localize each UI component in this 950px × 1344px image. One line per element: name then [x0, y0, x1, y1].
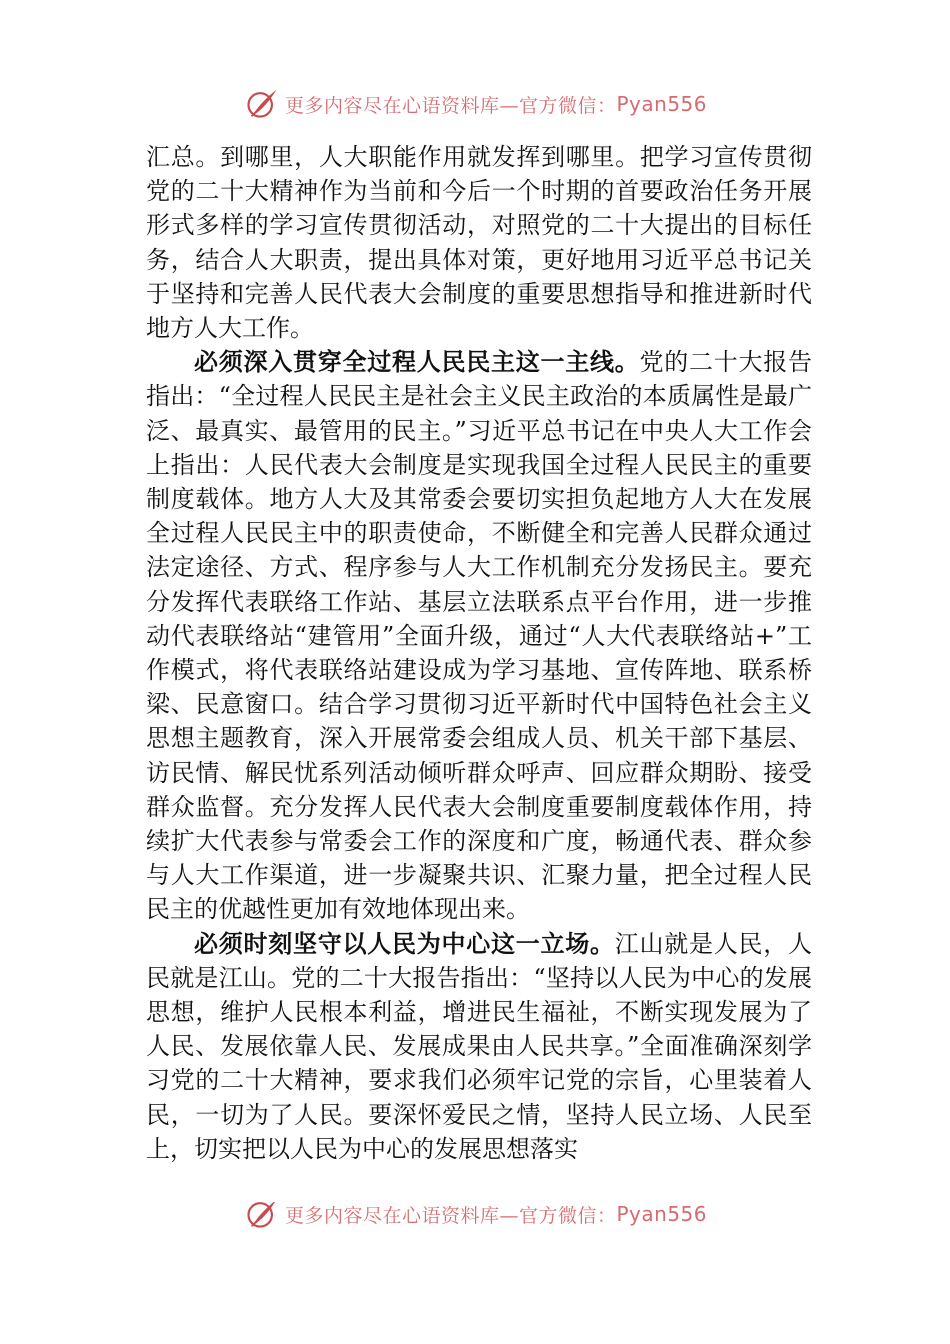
paragraph-heading: 必须时刻坚守以人民为中心这一立场。: [194, 928, 615, 958]
watermark-footer: [0, 1202, 950, 1232]
quill-logo-icon: [243, 86, 281, 122]
paragraph-text: 江山就是人民，人民就是江山。党的二十大报告指出：“坚持以人民为中心的发展思想，维护人民根本利益，增进民生福祉，不断实现发展为了人民、发展依靠人民、发展成果由人民共享。”全面准确深刻学习党的二十大精神，要求我们必须牢记党的宗旨，心里装着人民，一切为了人民。要深怀爱民之情，坚持人民立场、人民至上，切实把以人民为中心的发展思想落实: [146, 929, 812, 1163]
paragraph-1: [146, 140, 812, 345]
paragraph-text: 汇总。到哪里，人大职能作用就发挥到哪里。把学习宣传贯彻党的二十大精神作为当前和今后一个时期的首要政治任务开展形式多样的学习宣传贯彻活动，对照党的二十大提出的目标任务，结合人大职责，提出具体对策，更好地用习近平总书记关于坚持和完善人民代表大会制度的重要思想指导和推进新时代地方人大工作。: [146, 143, 812, 343]
body-text: [146, 140, 812, 1166]
watermark-text: 更多内容尽在心语资料库—官方微信：: [284, 94, 617, 117]
quill-logo-icon: [243, 1202, 281, 1232]
watermark-header: [0, 84, 950, 124]
watermark-id: Pyan556: [616, 1202, 708, 1226]
paragraph-text: 党的二十大报告指出：“全过程人民民主是社会主义民主政治的本质属性是最广泛、最真实、最管用的民主。”习近平总书记在中央人大工作会上指出：人民代表大会制度是实现我国全过程人民民主的重要制度载体。地方人大及其常委会要切实担负起地方人大在发展全过程人民民主中的职责使命，不断健全和完善人民群众通过法定途径、方式、程序参与人大工作机制充分发扬民主。要充分发挥代表联络工作站、基层立法联系点平台作用，进一步推动代表联络站“建管用”全面升级，通过“人大代表联络站+”工作模式，将代表联络站建设成为学习基地、宣传阵地、联系桥梁、民意窗口。结合学习贯彻习近平新时代中国特色社会主义思想主题教育，深入开展常委会组成人员、机关干部下基层、访民情、解民忧系列活动倾听群众呼声、回应群众期盼、接受群众监督。充分发挥人民代表大会制度重要制度载体作用，持续扩大代表参与常委会工作的深度和广度，畅通代表、群众参与人大工作渠道，进一步凝聚共识、汇聚力量，把全过程人民民主的优越性更加有效地体现出来。: [146, 348, 812, 924]
watermark-id: Pyan556: [616, 92, 708, 116]
paragraph-heading: 必须深入贯穿全过程人民民主这一主线。: [194, 347, 640, 377]
watermark-text: 更多内容尽在心语资料库—官方微信：: [284, 1204, 617, 1227]
paragraph-2: [146, 345, 812, 926]
paragraph-3: [146, 927, 812, 1166]
